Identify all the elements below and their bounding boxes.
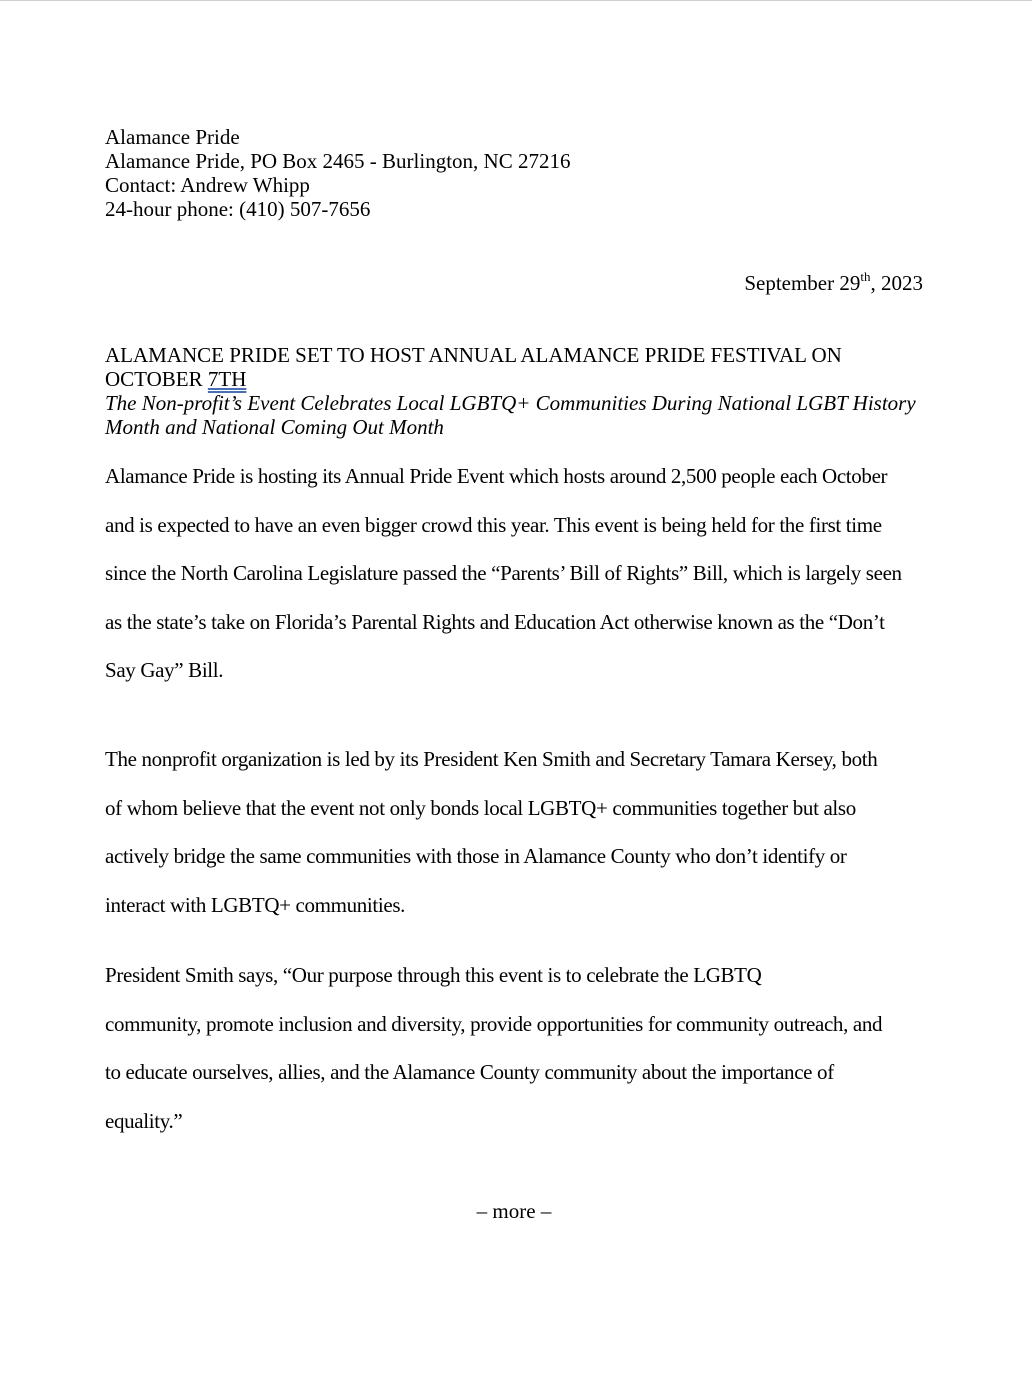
subheadline (105, 391, 923, 439)
paragraph-line: The nonprofit organization is led by its President Ken Smith and Secretary Tamara Kersey, both (105, 747, 878, 771)
headline-line-2 (105, 367, 923, 391)
headline-date-underlined: 7TH (207, 367, 247, 391)
subheadline-line-1: The Non-profit’s Event Celebrates Local LGBTQ+ Communities During National LGBT History (105, 391, 916, 415)
date-prefix: September 29 (744, 271, 861, 295)
headline-line-1: ALAMANCE PRIDE SET TO HOST ANNUAL ALAMANCE PRIDE FESTIVAL ON (105, 343, 842, 367)
paragraph-line: as the state’s take on Florida’s Parental Rights and Education Act otherwise known as the “Don’t (105, 609, 885, 634)
paragraph-line: equality.” (105, 1108, 183, 1133)
paragraph-1 (105, 452, 923, 695)
release-date (105, 271, 923, 295)
headline (105, 343, 923, 391)
more-indicator: – more – (476, 1199, 552, 1223)
paragraph-line: President Smith says, “Our purpose through this event is to celebrate the LGBTQ (105, 963, 762, 987)
paragraph-line: to educate ourselves, allies, and the Alamance County community about the importance of (105, 1060, 834, 1084)
date-suffix: th (860, 269, 871, 284)
subheadline-line-2: Month and National Coming Out Month (105, 415, 444, 439)
sender-address: Alamance Pride, PO Box 2465 - Burlington, NC 27216 (105, 149, 571, 173)
sender-contact: Contact: Andrew Whipp (105, 173, 310, 197)
paragraph-2 (105, 735, 923, 929)
paragraph-line: since the North Carolina Legislature passed the “Parents’ Bill of Rights” Bill, which is largely seen (105, 561, 902, 585)
page-top-border (0, 0, 1032, 1)
paragraph-line: Say Gay” Bill. (105, 658, 224, 682)
sender-block (105, 125, 570, 221)
paragraph-line: of whom believe that the event not only bonds local LGBTQ+ communities together but also (105, 795, 856, 820)
sender-phone: 24-hour phone: (410) 507-7656 (105, 197, 371, 221)
paragraph-line: and is expected to have an even bigger crowd this year. This event is being held for the first time (105, 512, 882, 537)
sender-name: Alamance Pride (105, 125, 240, 149)
headline-line-2-text: OCTOBER (105, 367, 208, 391)
paragraph-line: actively bridge the same communities with those in Alamance County who don’t identify or (105, 844, 847, 868)
paragraph-line: community, promote inclusion and diversity, provide opportunities for community outreach, and (105, 1011, 883, 1036)
paragraph-3 (105, 951, 923, 1145)
paragraph-line: interact with LGBTQ+ communities. (105, 892, 406, 917)
date-year: , 2023 (870, 271, 923, 295)
paragraph-line: Alamance Pride is hosting its Annual Pride Event which hosts around 2,500 people each October (105, 464, 888, 488)
